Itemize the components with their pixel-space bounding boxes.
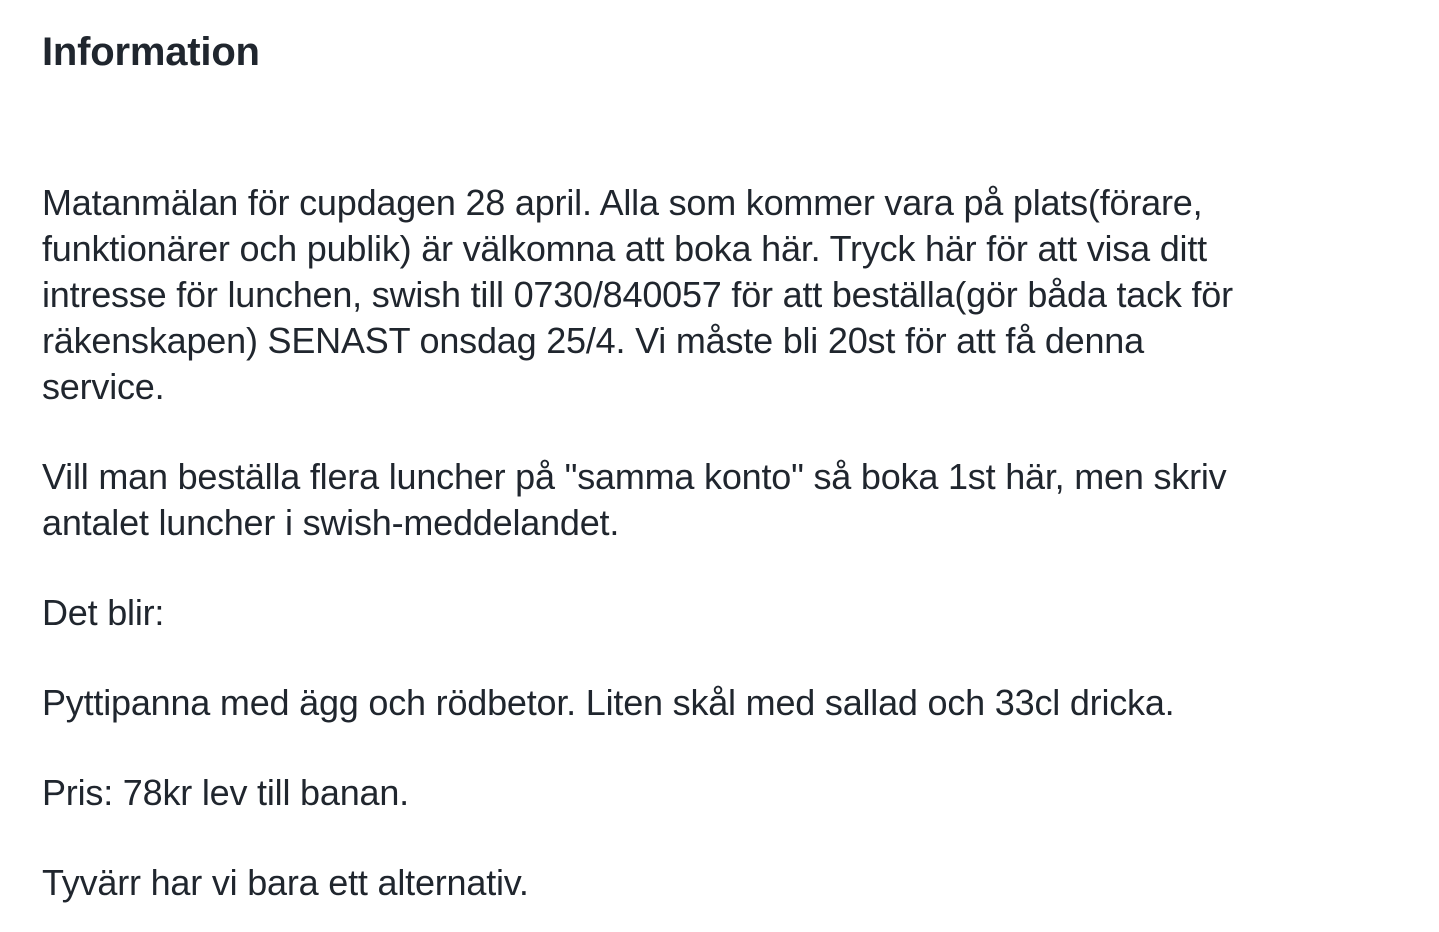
paragraph-price	[42, 770, 1419, 816]
paragraph-line: service.	[42, 366, 165, 407]
section-heading: Information	[42, 30, 260, 74]
paragraph-line: intresse för lunchen, swish till 0730/840057 för att beställa(gör båda tack för	[42, 274, 1233, 315]
paragraph-menu-intro	[42, 590, 1419, 636]
paragraph-line: Det blir:	[42, 592, 165, 633]
paragraph-line: Matanmälan för cupdagen 28 april. Alla som kommer vara på plats(förare,	[42, 182, 1203, 223]
paragraph-line: antalet luncher i swish-meddelandet.	[42, 502, 620, 543]
paragraph-line: Pris: 78kr lev till banan.	[42, 772, 409, 813]
paragraph-alternative-note	[42, 860, 1419, 906]
paragraph-line: Vill man beställa flera luncher på "samma konto" så boka 1st här, men skriv	[42, 456, 1227, 497]
paragraph-food-registration	[42, 180, 1419, 410]
paragraph-multiple-lunches	[42, 454, 1419, 546]
paragraph-line: funktionärer och publik) är välkomna att boka här. Tryck här för att visa ditt	[42, 228, 1207, 269]
paragraph-line: Tyvärr har vi bara ett alternativ.	[42, 862, 529, 903]
paragraph-line: Pyttipanna med ägg och rödbetor. Liten skål med sallad och 33cl dricka.	[42, 682, 1175, 723]
paragraph-line: räkenskapen) SENAST onsdag 25/4. Vi måste bli 20st för att få denna	[42, 320, 1144, 361]
paragraph-menu-description	[42, 680, 1419, 726]
